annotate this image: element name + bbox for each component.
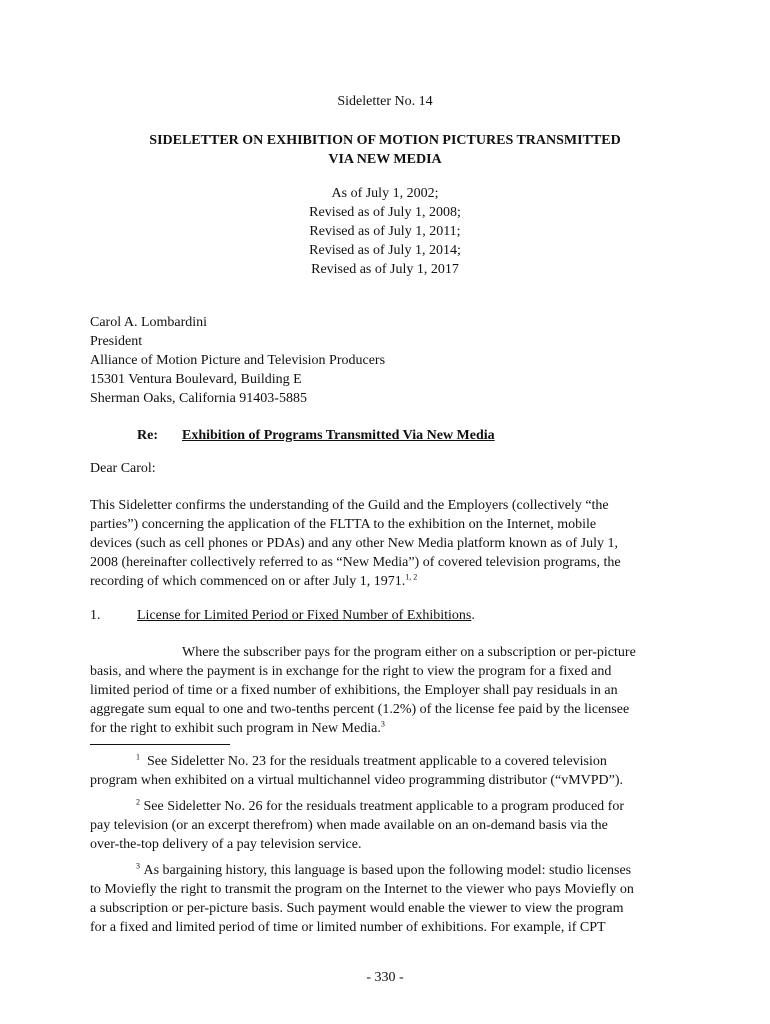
section-heading (137, 606, 475, 625)
section-line: Where the subscriber pays for the program either on a subscription or per-picture (182, 645, 636, 660)
re-label: Re: (137, 428, 158, 443)
section-paragraph (90, 643, 680, 738)
footnote-line (90, 752, 680, 771)
footnote-text: See Sideletter No. 26 for the residuals treatment applicable to a program produced for (143, 799, 624, 814)
title-line-1: SIDELETTER ON EXHIBITION OF MOTION PICTURES TRANSMITTED (149, 133, 621, 148)
address-line: Alliance of Motion Picture and Television Producers (90, 353, 386, 368)
footnote-line (90, 861, 680, 880)
address-line: 15301 Ventura Boulevard, Building E (90, 372, 302, 387)
date-line: Revised as of July 1, 2017 (311, 262, 459, 277)
address-line: President (90, 334, 143, 349)
footnote-2 (90, 797, 680, 854)
title-line-2: VIA NEW MEDIA (328, 152, 442, 167)
intro-line-last (90, 572, 680, 591)
footnote-line: program when exhibited on a virtual multichannel video programming distributor (“vMVPD”). (90, 773, 624, 788)
date-line: Revised as of July 1, 2014; (309, 243, 461, 258)
footnote-separator (90, 744, 230, 745)
page-number: - 330 - (366, 970, 404, 985)
intro-line: parties”) concerning the application of the FLTTA to the exhibition on the Internet, mobile (90, 517, 597, 532)
intro-line: devices (such as cell phones or PDAs) and any other New Media platform known as of July 1, (90, 536, 618, 551)
footnote-ref-3: 3 (380, 719, 385, 729)
revision-dates (90, 184, 680, 279)
intro-line: This Sideletter confirms the understanding of the Guild and the Employers (collectively “the (90, 498, 609, 513)
sideletter-number: Sideletter No. 14 (337, 94, 433, 109)
section-line-last (90, 719, 680, 738)
section-line-text: for the right to exhibit such program in New Media. (90, 721, 381, 736)
intro-paragraph (90, 496, 680, 591)
section-line: aggregate sum equal to one and two-tenths percent (1.2%) of the license fee paid by the licensee (90, 702, 630, 717)
footnote-3 (90, 861, 680, 937)
footnote-line: a subscription or per-picture basis. Such payment would enable the viewer to view the program (90, 901, 624, 916)
footnote-line: for a fixed and limited period of time or limited number of exhibitions. For example, if CPT (90, 920, 606, 935)
footnote-mark: 3 (136, 861, 140, 871)
footnote-text: See Sideletter No. 23 for the residuals treatment applicable to a covered television (147, 754, 607, 769)
salutation: Dear Carol: (90, 461, 156, 476)
intro-line-text: recording of which commenced on or after July 1, 1971. (90, 574, 406, 589)
footnote-line: to Moviefly the right to transmit the program on the Internet to the viewer who pays Moviefly on (90, 882, 634, 897)
date-line: Revised as of July 1, 2008; (309, 205, 461, 220)
section-number: 1. (90, 608, 101, 623)
footnote-1 (90, 752, 680, 790)
section-line: limited period of time or a fixed number of exhibitions, the Employer shall pay residuals in an (90, 683, 618, 698)
intro-line: 2008 (hereinafter collectively referred to as “New Media”) of covered television programs, the (90, 555, 621, 570)
footnote-line: over-the-top delivery of a pay television service. (90, 837, 362, 852)
document-title (90, 131, 680, 169)
footnote-mark: 1 (136, 752, 140, 762)
section-heading-period: . (471, 608, 475, 623)
section-line: basis, and where the payment is in exchange for the right to view the program for a fixed and (90, 664, 612, 679)
re-subject: Exhibition of Programs Transmitted Via New Media (182, 428, 495, 443)
footnote-text: As bargaining history, this language is based upon the following model: studio licenses (143, 863, 632, 878)
footnote-line: pay television (or an excerpt therefrom) when made available on an on-demand basis via the (90, 818, 608, 833)
footnote-line (90, 797, 680, 816)
footnote-mark: 2 (136, 797, 140, 807)
address-line: Carol A. Lombardini (90, 315, 208, 330)
footnote-ref-1-2: 1, 2 (405, 572, 418, 582)
date-line: Revised as of July 1, 2011; (309, 224, 461, 239)
section-heading-text: License for Limited Period or Fixed Number of Exhibitions (137, 608, 472, 623)
address-block (90, 313, 680, 408)
date-line: As of July 1, 2002; (331, 186, 439, 201)
address-line: Sherman Oaks, California 91403-5885 (90, 391, 307, 406)
